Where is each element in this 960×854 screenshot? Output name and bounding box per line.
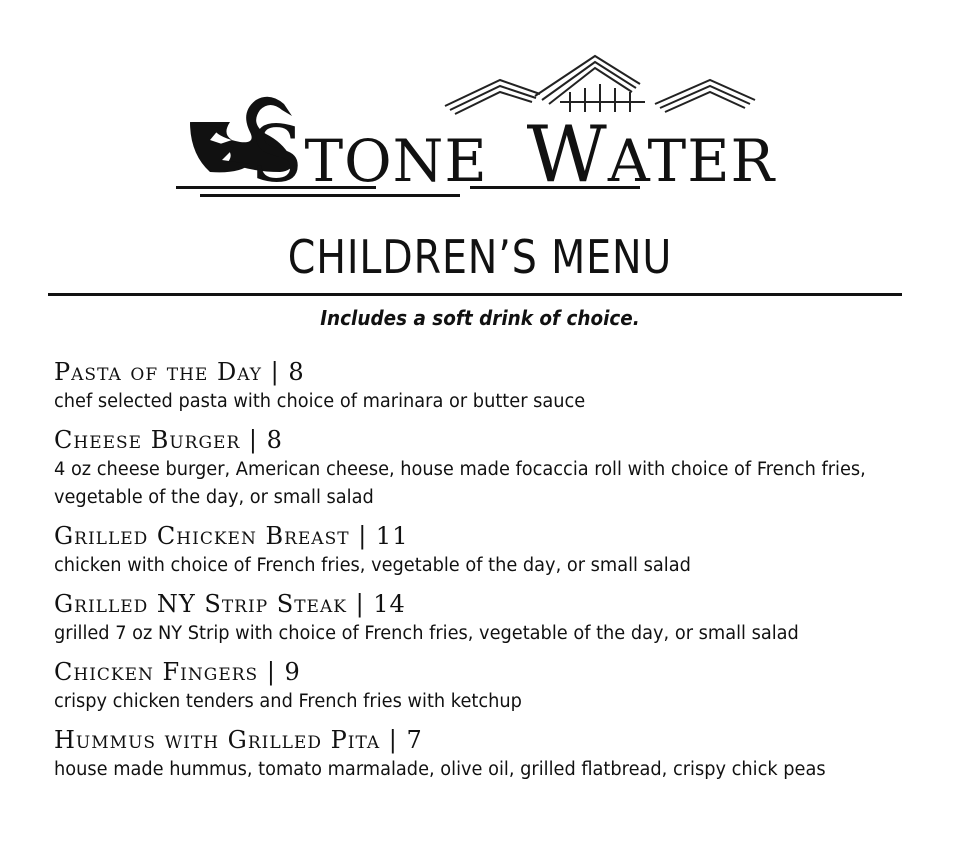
item-price: 8 [266, 426, 283, 454]
item-name: Chicken Fingers [54, 658, 259, 686]
item-description: crispy chicken tenders and French fries with ketchup [54, 691, 522, 712]
item-description: house made hummus, tomato marmalade, olive oil, grilled flatbread, crispy chick peas [54, 759, 826, 780]
item-description: chef selected pasta with choice of marinara or butter sauce [54, 391, 586, 412]
menu-item: Cheese Burger | 8 4 oz cheese burger, American cheese, house made focaccia roll with choice of French fries, vegetable of the day, or small salad [54, 424, 934, 512]
item-description: chicken with choice of French fries, vegetable of the day, or small salad [54, 555, 691, 576]
item-description: 4 oz cheese burger, American cheese, house made focaccia roll with choice of French fries, vegetable of the day, or small salad [54, 459, 866, 508]
menu-title: CHILDREN’S MENU [287, 230, 673, 284]
item-name: Cheese Burger [54, 426, 241, 454]
title-divider [48, 293, 902, 296]
menu-item: Pasta of the Day | 8 chef selected pasta with choice of marinara or butter sauce [54, 356, 934, 416]
menu-item: Grilled Chicken Breast | 11 chicken with choice of French fries, vegetable of the day, or small salad [54, 520, 934, 580]
item-description: grilled 7 oz NY Strip with choice of French fries, vegetable of the day, or small salad [54, 623, 799, 644]
item-price: 9 [284, 658, 301, 686]
brand-first-initial: S [250, 110, 305, 200]
item-name: Grilled NY Strip Steak [54, 590, 347, 618]
item-name: Grilled Chicken Breast [54, 522, 350, 550]
item-price: 7 [406, 726, 423, 754]
item-price: 8 [288, 358, 305, 386]
item-name: Hummus with Grilled Pita [54, 726, 381, 754]
item-price: 11 [375, 522, 409, 550]
stone-water-logo: STONE WATER [170, 44, 790, 204]
menu-item: Chicken Fingers | 9 crispy chicken tenders and French fries with ketchup [54, 656, 934, 716]
menu-item: Hummus with Grilled Pita | 7 house made hummus, tomato marmalade, olive oil, grilled flatbread, crispy chick peas [54, 724, 934, 784]
menu-item: Grilled NY Strip Steak | 14 grilled 7 oz NY Strip with choice of French fries, vegetable of the day, or small salad [54, 588, 934, 648]
menu-subtitle: Includes a soft drink of choice. [320, 306, 640, 330]
menu-items [54, 356, 934, 792]
item-name: Pasta of the Day [54, 358, 263, 386]
item-price: 14 [373, 590, 406, 618]
